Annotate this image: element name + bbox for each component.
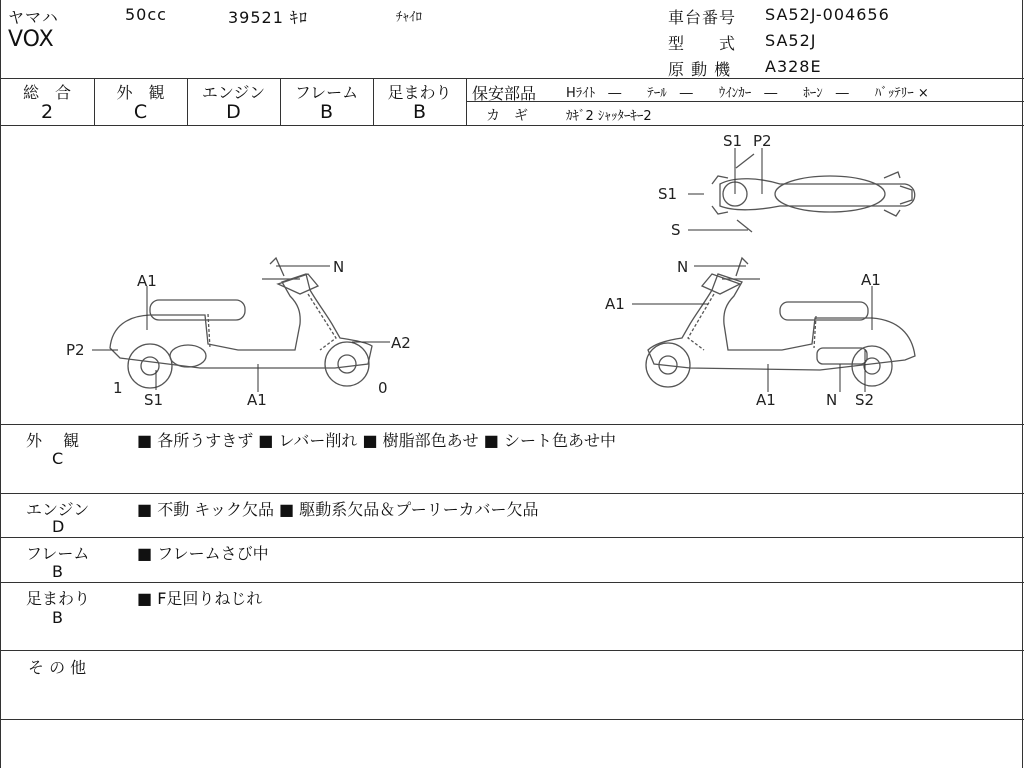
label-s2-right: S2 [855,391,875,409]
color: ﾁｬｲﾛ [396,10,422,25]
engine-code-label: 原 動 機 [668,60,732,79]
divider [0,582,1024,583]
label-zero: 0 [378,379,388,397]
frame-number: SA52J-004656 [765,5,890,24]
divider [0,78,1024,79]
label-n-right-bottom: N [826,391,838,409]
divider [1022,0,1023,768]
divider [0,719,1024,720]
frame-number-label: 車台番号 [668,8,737,27]
engine-section-grade: D [52,517,65,536]
frame-section-title: フレーム [26,544,90,563]
label-a1-right-bottom: A1 [756,391,776,409]
model-type-label: 型 式 [668,34,737,53]
displacement: 50cc [125,5,167,24]
label-one: 1 [113,379,123,397]
frame-notes: ■ フレームさび中 [137,544,269,563]
mileage: 39521 ｷﾛ [228,8,308,27]
safety-parts-items: Hﾗｲﾄ ― ﾃｰﾙ ― ｳｲﾝｶｰ ― ﾎｰﾝ ― ﾊﾞｯﾃﾘｰ × [566,86,929,101]
label-s1-top: S1 [723,132,743,150]
label-n-right: N [677,258,689,276]
exterior-section-grade: C [52,449,64,468]
exterior-grade-label: 外 観 [116,83,165,102]
label-a2-left: A2 [391,334,411,352]
engine-grade-label: エンジン [201,83,266,102]
other-section-title: そ の 他 [28,658,87,677]
label-a1-right-left: A1 [605,295,625,313]
exterior-grade: C [133,101,148,123]
frame-section-grade: B [52,562,63,581]
divider [466,78,467,125]
label-a1-left-top: A1 [137,272,157,290]
model-type: SA52J [765,31,817,50]
suspension-section-title: 足まわり [26,589,91,608]
engine-code: A328E [765,57,822,76]
label-a1-left-bottom: A1 [247,391,267,409]
exterior-notes: ■ 各所うすきず ■ レバー削れ ■ 樹脂部色あせ ■ シート色あせ中 [137,431,616,450]
scooter-top-view [712,154,915,232]
label-s1-top-side: S1 [658,185,678,203]
engine-grade: D [226,101,241,123]
suspension-notes: ■ F足回りねじれ [137,589,263,608]
overall-grade-label: 総 合 [22,83,71,102]
divider [467,101,1024,102]
divider [0,537,1024,538]
divider [0,650,1024,651]
frame-grade: B [319,101,334,123]
damage-diagram [0,126,1022,423]
suspension-grade: B [412,101,427,123]
engine-section-title: エンジン [26,500,90,519]
key-label: カ ギ [486,108,528,124]
key-value: ｶｷﾞ2 ｼｬｯﾀｰｷｰ2 [566,109,652,124]
suspension-grade-label: 足まわり [387,83,452,102]
divider [0,424,1024,425]
divider [0,493,1024,494]
maker: ヤマハ [8,8,59,27]
overall-grade: 2 [40,101,54,123]
frame-grade-label: フレーム [294,83,359,102]
label-s1-left: S1 [144,391,164,409]
exterior-section-title: 外 観 [26,431,80,450]
label-p2-top: P2 [753,132,772,150]
model-name: VOX [8,27,54,52]
suspension-section-grade: B [52,608,63,627]
safety-parts-label: 保安部品 [472,84,537,103]
label-n-left: N [333,258,345,276]
engine-notes: ■ 不動 キック欠品 ■ 駆動系欠品＆プーリーカバー欠品 [137,500,539,519]
label-p2-left: P2 [66,341,85,359]
label-s-top: S [671,221,681,239]
label-a1-right-top: A1 [861,271,881,289]
